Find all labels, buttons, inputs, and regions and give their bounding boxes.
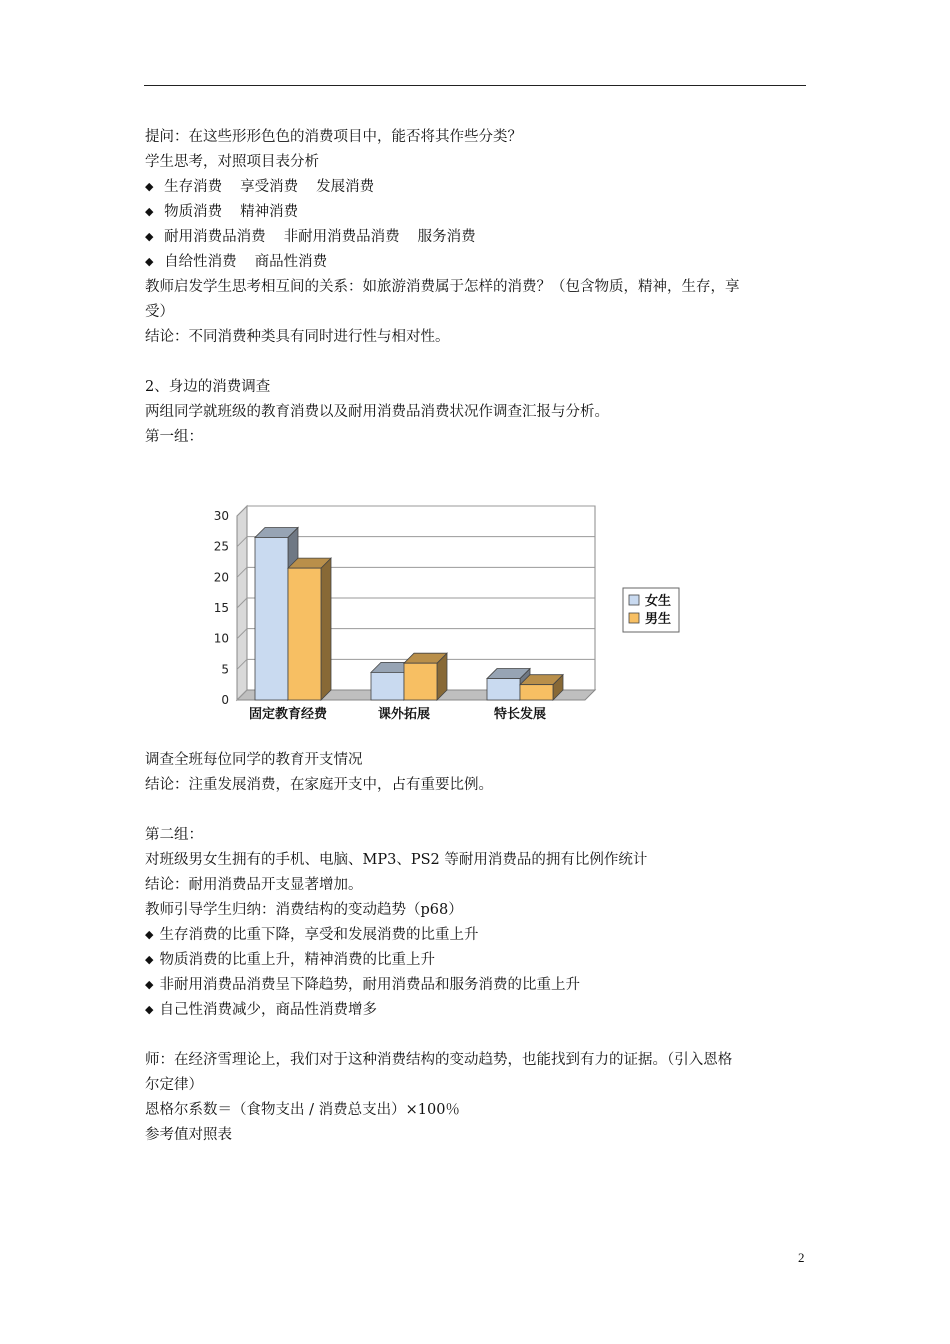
bar [371,672,404,700]
section-intro: 两组同学就班级的教育消费以及耐用消费品消费状况作调查汇报与分析。 [145,404,609,420]
y-tick-label: 5 [221,662,229,677]
y-tick-label: 10 [213,631,229,646]
bullet-text: 物质消费的比重上升，精神消费的比重上升 [159,952,435,968]
x-category-label: 课外拓展 [377,707,431,722]
y-tick-label: 25 [213,539,229,554]
bullet-term: 服务消费 [417,229,476,245]
bullet-text: 非耐用消费品消费呈下降趋势，耐用消费品和服务消费的比重上升 [159,977,580,993]
engel-formula: 恩格尔系数＝（食物支出 / 消费总支出）×100％ [145,1102,460,1118]
bullet-term: 生存消费 [164,179,223,195]
y-tick-label: 0 [221,693,229,707]
conclusion-line: 结论：注重发展消费，在家庭开支中，占有重要比例。 [145,777,493,793]
bullet-term: 精神消费 [240,204,299,220]
legend-label: 男生 [645,612,672,627]
group-text: 对班级男女生拥有的手机、电脑、MP3、PS2 等耐用消费品的拥有比例作统计 [145,852,648,868]
legend-swatch [629,613,639,623]
bullet-term: 非耐用消费品消费 [283,229,400,245]
conclusion-line: 结论：不同消费种类具有同时进行性与相对性。 [145,329,450,345]
bar-side [321,558,331,700]
bar [404,663,437,700]
bullet-term: 享受消费 [240,179,299,195]
bullet-item [145,227,476,247]
engel-line-cont: 尔定律） [145,1077,203,1093]
bullet-text: 生存消费的比重下降，享受和发展消费的比重上升 [159,927,479,943]
bar [255,537,288,700]
section-title: 2、身边的消费调查 [145,379,271,395]
group-label: 第二组： [145,827,203,843]
bar [288,568,321,700]
teacher-line-cont: 受） [145,304,174,320]
group-label: 第一组： [145,429,203,445]
induction-line: 教师引导学生归纳：消费结构的变动趋势（p68） [145,902,463,918]
bullet-item [145,177,374,197]
bullet-item [145,252,327,272]
bullet-text: 自己性消费减少，商品性消费增多 [159,1002,377,1018]
bullet-term: 自给性消费 [164,254,237,270]
student-thinking-line: 学生思考，对照项目表分析 [145,154,319,170]
bullet-term: 发展消费 [316,179,375,195]
survey-caption: 调查全班每位同学的教育开支情况 [145,752,363,768]
engel-line: 师：在经济雪理论上，我们对于这种消费结构的变动趋势，也能找到有力的证据。（引入恩格 [145,1052,733,1068]
legend-swatch [629,595,639,605]
bullet-item [145,202,298,222]
y-tick-label: 20 [213,570,229,585]
conclusion-line: 结论：耐用消费品开支显著增加。 [145,877,363,893]
bullet-item [145,1000,377,1020]
x-category-label: 固定教育经费 [248,707,328,722]
bullet-term: 耐用消费品消费 [164,229,266,245]
x-category-label: 特长发展 [493,707,547,722]
y-tick-label: 30 [213,509,229,523]
bullet-term: 物质消费 [164,204,223,220]
bullet-item [145,925,478,945]
legend-label: 女生 [645,594,672,609]
bullet-term: 商品性消费 [254,254,328,270]
bar [520,685,553,700]
y-tick-label: 15 [213,601,229,615]
question-line: 提问：在这些形形色色的消费项目中，能否将其作些分类？ [145,129,522,145]
header-rule [144,85,806,86]
page-number: 2 [798,1250,805,1265]
bullet-item [145,975,580,995]
bullet-item [145,950,435,970]
reference-table-label: 参考值对照表 [145,1127,232,1143]
teacher-line: 教师启发学生思考相互间的关系：如旅游消费属于怎样的消费？（包含物质，精神，生存，享 [145,279,740,295]
bar [487,679,520,700]
bar-chart [195,488,695,728]
